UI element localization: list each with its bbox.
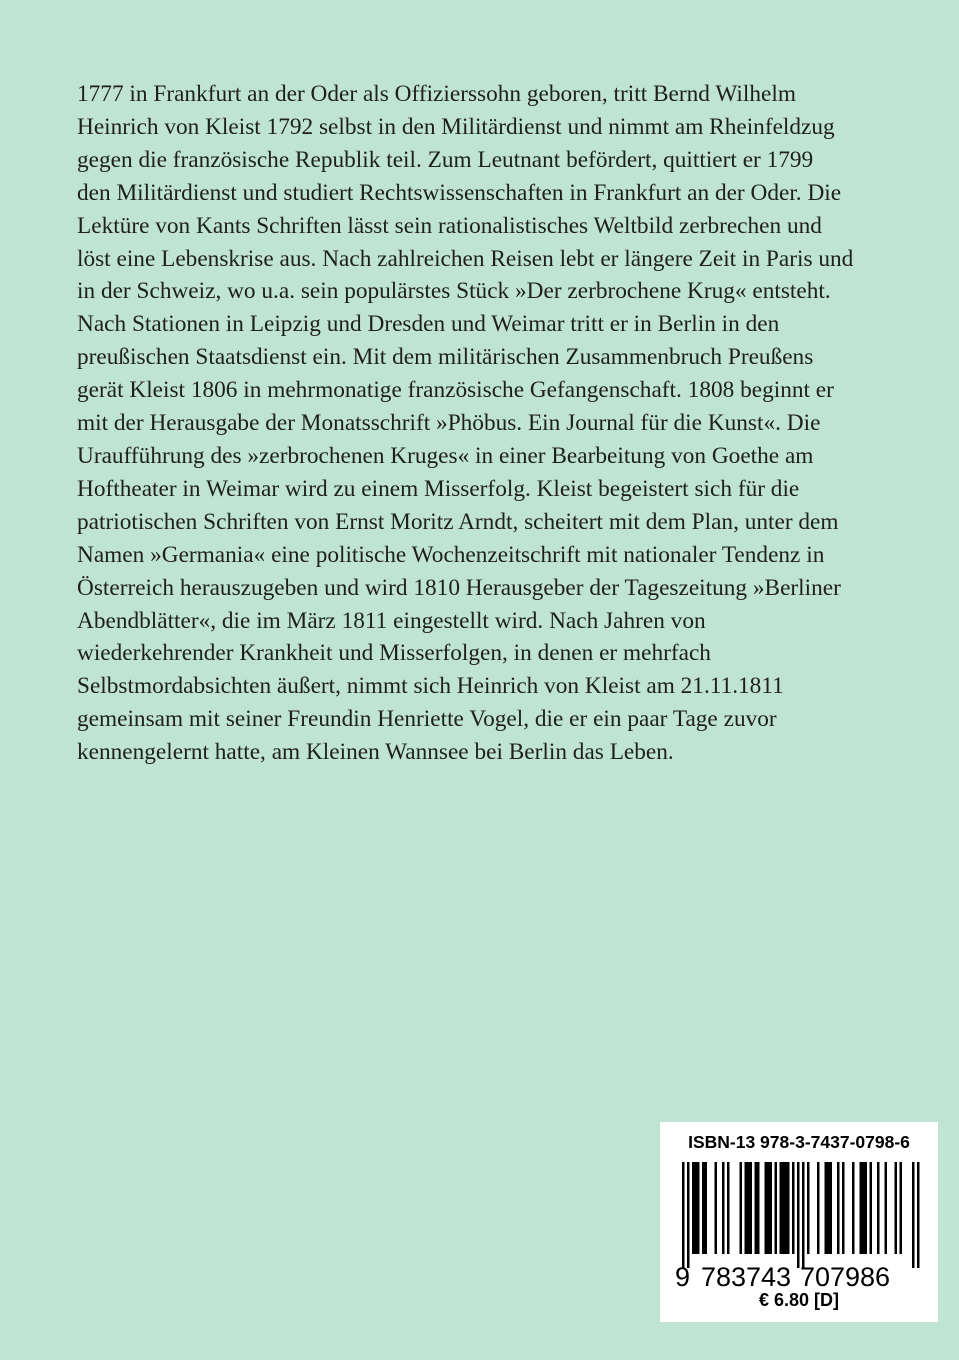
barcode-bar [860,1162,863,1254]
biography-line: mit der Herausgabe der Monatsschrift »Phöbus. Ein Journal für die Kunst«. Die [77,410,821,437]
barcode-bar [830,1162,833,1254]
barcode-bar [722,1162,725,1254]
biography-line: wiederkehrender Krankheit und Misserfolgen, in denen er mehrfach [77,640,711,667]
biography-line: 1777 in Frankfurt an der Oder als Offizierssohn geboren, tritt Bernd Wilhelm [77,81,796,107]
biography-line: Hoftheater in Weimar wird zu einem Misserfolg. Kleist begeistert sich für die [77,475,800,502]
barcode-bar [817,1162,820,1254]
biography-line: Namen »Germania« eine politische Wochenzeitschrift mit nationaler Tendenz in [77,541,825,568]
biography-line: Österreich herauszugeben und wird 1810 Herausgeber der Tageszeitung »Berliner [77,574,841,601]
barcode-bar [900,1162,903,1254]
barcode-bar [705,1162,708,1254]
barcode-bar [755,1162,758,1254]
barcode-bar [740,1162,743,1254]
barcode-bar [727,1162,730,1254]
barcode-bars [682,1162,920,1268]
biography-line: Nach Stationen in Leipzig und Dresden und Weimar tritt er in Berlin in den [77,311,780,338]
barcode-bar [842,1162,845,1254]
barcode-bar [765,1162,768,1254]
barcode-bar [750,1162,753,1254]
barcode-bar [792,1162,795,1254]
barcode-bar [775,1162,778,1254]
barcode-right-digits: 707986 [799,1262,891,1292]
barcode-bar [785,1162,788,1254]
biography-line: kennengelernt hatte, am Kleinen Wannsee bei Berlin das Leben. [77,739,674,766]
barcode-bar [802,1162,805,1268]
barcode-bar [757,1162,760,1254]
barcode-bar [747,1162,750,1254]
barcode-bar [912,1162,915,1268]
barcode-bar [807,1162,810,1254]
barcode-bar [852,1162,855,1254]
barcode-bar [767,1162,770,1254]
barcode-bar [682,1162,685,1268]
barcode-bar [885,1162,888,1254]
barcode-bar [827,1162,830,1254]
biography-line: Heinrich von Kleist 1792 selbst in den Militärdienst und nimmt am Rheinfeldzug [77,113,835,140]
barcode-bar [715,1162,718,1254]
barcode-bar [870,1162,873,1254]
biography-line: Selbstmordabsichten äußert, nimmt sich Heinrich von Kleist am 21.11.1811 [77,673,784,700]
barcode-bar [917,1162,920,1268]
barcode-bar [825,1162,828,1254]
biography-line: gegen die französische Republik teil. Zum Leutnant befördert, quittiert er 1799 [77,146,814,173]
barcode-bar [695,1162,698,1254]
biography-line: gerät Kleist 1806 in mehrmonatige französische Gefangenschaft. 1808 beginnt er [77,377,834,404]
isbn-label: ISBN-13 978-3-7437-0798-6 [688,1132,910,1152]
barcode-left-digits: 783743 [700,1262,792,1292]
isbn-barcode-box [660,1122,938,1322]
barcode-lead-digit: 9 [675,1262,691,1292]
biography-line: Lektüre von Kants Schriften lässt sein rationalistisches Weltbild zerbrechen und [77,212,822,239]
price-label: € 6.80 [D] [758,1290,840,1310]
barcode-bar [862,1162,865,1254]
author-biography [77,78,887,769]
biography-line: löst eine Lebenskrise aus. Nach zahlreichen Reisen lebt er längere Zeit in Paris und [77,245,854,272]
biography-line: patriotischen Schriften von Ernst Moritz Arndt, scheitert mit dem Plan, unter dem [77,508,839,535]
biography-line: gemeinsam mit seiner Freundin Henriette Vogel, die er ein paar Tage zuvor [77,706,777,733]
barcode-bar [745,1162,748,1254]
barcode-bar [787,1162,790,1254]
barcode-bar [692,1162,695,1254]
ean13-barcode [670,1162,928,1292]
barcode-bar [702,1162,705,1254]
barcode-bar [877,1162,880,1254]
biography-line: Abendblätter«, die im März 1811 eingestellt wird. Nach Jahren von [77,607,706,634]
barcode-bar [697,1162,700,1254]
barcode-bar [865,1162,868,1254]
barcode-bar [837,1162,840,1254]
barcode-bar [770,1162,773,1254]
barcode-bar [895,1162,898,1254]
barcode-bar [687,1162,690,1268]
biography-line: in der Schweiz, wo u.a. sein populärstes Stück »Der zerbrochene Krug« entsteht. [77,278,831,305]
barcode-bar [780,1162,783,1254]
barcode-bar [797,1162,800,1268]
barcode-bar [782,1162,785,1254]
biography-line: Uraufführung des »zerbrochenen Kruges« in einer Bearbeitung von Goethe am [77,442,814,469]
biography-line: den Militärdienst und studiert Rechtswissenschaften in Frankfurt an der Oder. Die [77,179,842,206]
biography-line: preußischen Staatsdienst ein. Mit dem militärischen Zusammenbruch Preußens [77,344,814,371]
